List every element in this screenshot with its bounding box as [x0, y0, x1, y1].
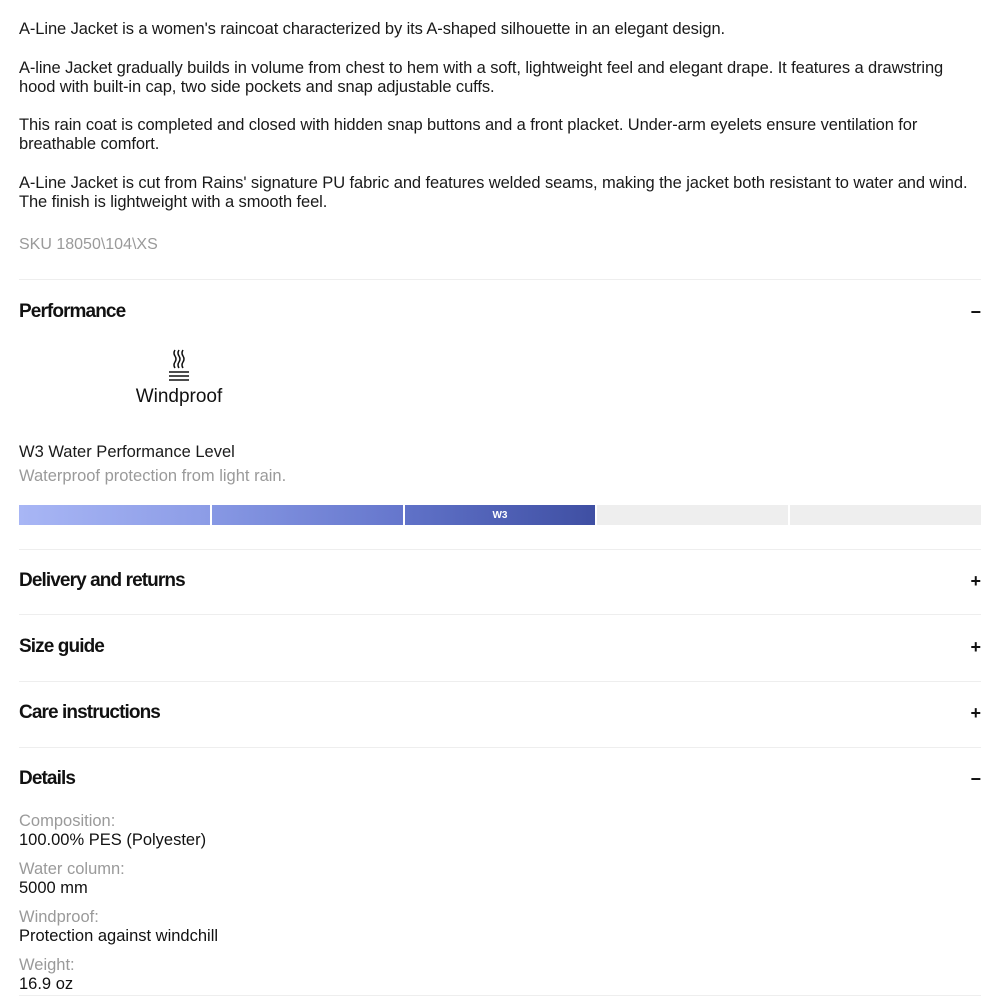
section-title: Care instructions [19, 702, 160, 723]
wind-icon [167, 348, 191, 382]
section-title: Details [19, 768, 76, 789]
details-item [19, 812, 981, 850]
section-title: Delivery and returns [19, 570, 185, 591]
water-level-segment [19, 505, 210, 525]
divider [19, 747, 981, 748]
collapse-icon[interactable]: − [970, 301, 981, 322]
details-item [19, 860, 981, 898]
details-label: Windproof: [19, 908, 99, 926]
water-level-title: W3 Water Performance Level [19, 443, 235, 461]
details-value: 16.9 oz [19, 975, 74, 993]
details-value: 5000 mm [19, 879, 88, 897]
details-value: 100.00% PES (Polyester) [19, 831, 207, 849]
care-accordion-header[interactable] [19, 698, 981, 728]
section-title: Performance [19, 301, 126, 322]
divider [19, 681, 981, 682]
water-level-segment-current: W3 [405, 505, 596, 525]
delivery-accordion-header[interactable] [19, 566, 981, 596]
description-paragraph: A-Line Jacket is a women's raincoat characterized by its A-shaped silhouette in an elegant design. [19, 20, 726, 38]
details-accordion-header[interactable] [19, 764, 981, 794]
size-guide-accordion-header[interactable] [19, 632, 981, 662]
details-item [19, 908, 981, 946]
divider [19, 614, 981, 615]
details-label: Composition: [19, 812, 116, 830]
details-value: Protection against windchill [19, 927, 219, 945]
expand-icon[interactable]: + [970, 702, 981, 723]
water-level-segment [212, 505, 403, 525]
description-paragraph: This rain coat is completed and closed with hidden snap buttons and a front placket. Under-arm eyelets ensure ventilation for breathable comfort. [19, 116, 918, 153]
feature-label: Windproof [135, 386, 223, 407]
water-level-subtitle: Waterproof protection from light rain. [19, 467, 287, 485]
feature-windproof [119, 348, 239, 408]
divider [19, 279, 981, 280]
details-label: Weight: [19, 956, 75, 974]
description-paragraph: A-Line Jacket is cut from Rains' signature PU fabric and features welded seams, making the jacket both resistant to water and wind. The finish is lightweight with a smooth feel. [19, 174, 968, 211]
details-label: Water column: [19, 860, 125, 878]
expand-icon[interactable]: + [970, 636, 981, 657]
details-item [19, 956, 981, 994]
water-level-segment [790, 505, 981, 525]
description-paragraph: A-line Jacket gradually builds in volume from chest to hem with a soft, lightweight feel and elegant drape. It features a drawstring hood with built-in cap, two side pockets and snap adjustable cuffs. [19, 59, 944, 96]
collapse-icon[interactable]: − [970, 768, 981, 789]
water-level-segment [597, 505, 788, 525]
divider [19, 995, 981, 996]
details-list [19, 812, 981, 1000]
divider [19, 549, 981, 550]
section-title: Size guide [19, 636, 104, 657]
performance-accordion-header[interactable] [19, 297, 981, 327]
water-level-bar [19, 505, 981, 525]
sku-text: SKU 18050\104\XS [19, 236, 158, 253]
expand-icon[interactable]: + [970, 570, 981, 591]
